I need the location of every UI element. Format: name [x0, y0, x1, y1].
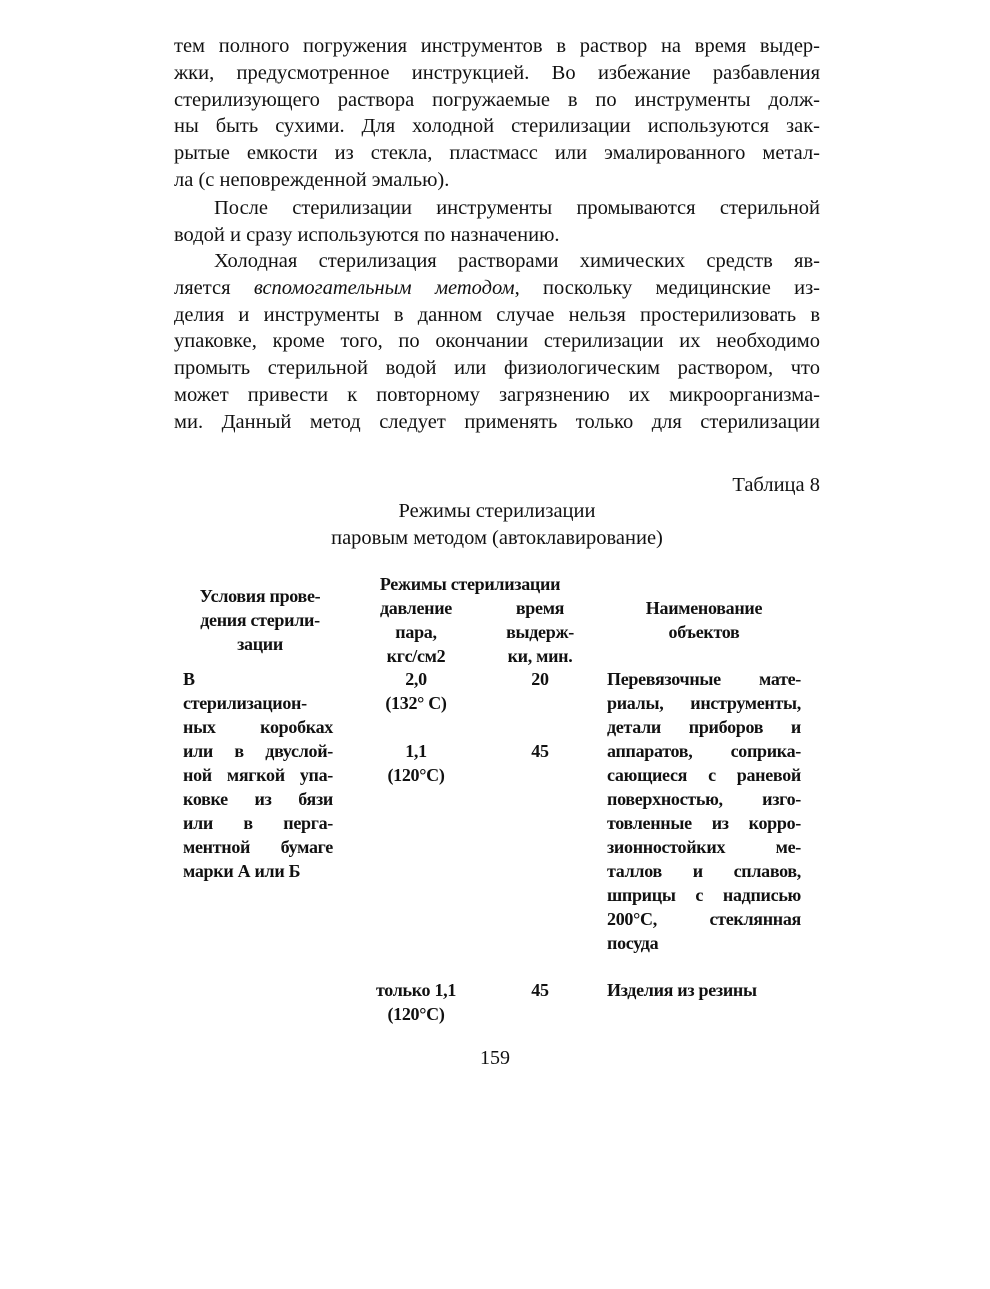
- cell-line: посуда: [607, 933, 659, 953]
- pressure-cell-2: [365, 739, 467, 787]
- cell-line: детали приборов и: [607, 717, 801, 737]
- header-text: Наименование: [645, 598, 763, 618]
- cell-line: марки А или Б: [183, 861, 301, 881]
- cell-line: (120°С): [387, 765, 445, 785]
- header-text: объектов: [668, 622, 740, 642]
- header-text: выдерж-: [506, 622, 574, 642]
- cell-line: шприцы с надписью: [607, 885, 801, 905]
- cell-line: зионностойких ме-: [607, 837, 801, 857]
- cell-line: ковке из бязи: [183, 789, 333, 809]
- cell-line: или в двуслой-: [183, 741, 333, 761]
- text-fragment: , поскольку медицинские из-: [514, 276, 820, 299]
- pressure-cell-3: [362, 978, 470, 1026]
- text-line: ми. Данный метод следует применять только для стерилизации: [174, 410, 820, 433]
- header-text: ки, мин.: [507, 646, 573, 666]
- text-line: тем полного погружения инструментов в раствор на время выдер-: [174, 35, 820, 57]
- cell-line: таллов и сплавов,: [607, 861, 801, 881]
- text-line: ны быть сухими. Для холодной стерилизации используются зак-: [174, 115, 820, 138]
- text-fragment: ляется: [174, 276, 254, 299]
- paragraph-3: [174, 248, 820, 436]
- header-modes: Режимы стерилизации: [379, 574, 561, 594]
- pressure-cell-1: [365, 667, 467, 715]
- text-line: Холодная стерилизация растворами химических средств яв-: [214, 250, 820, 272]
- cell-line: ной мягкой упа-: [183, 765, 333, 785]
- text-line: стерилизующего раствора погружаемые в по инструменты долж-: [174, 88, 820, 111]
- cell-line: стерилизацион-: [183, 693, 307, 713]
- cell-line: 2,0: [405, 669, 427, 689]
- header-names: [608, 596, 800, 644]
- header-text: время: [515, 598, 565, 618]
- cell-line: товленные из корро-: [607, 813, 801, 833]
- header-text: пара,: [395, 622, 437, 642]
- time-cell-1: 20: [531, 669, 549, 689]
- text-line: [174, 275, 820, 302]
- objects-cell-1: [607, 667, 801, 955]
- cell-line: (132° С): [385, 693, 447, 713]
- text-line: делия и инструменты в данном случае нельзя простерилизовать в: [174, 303, 820, 326]
- text-line: промыть стерильной водой или физиологическим раствором, что: [174, 357, 820, 380]
- text-line: ла (с неповрежденной эмалью).: [174, 168, 450, 191]
- text-line: жки, предусмотренное инструкцией. Во избежание разбавления: [174, 61, 820, 84]
- time-cell-2: 45: [531, 741, 549, 761]
- text-line: водой и сразу используются по назначению.: [174, 223, 560, 246]
- header-text: Условия прове-: [199, 586, 321, 606]
- time-cell-3: 45: [531, 980, 549, 1000]
- text-line: После стерилизации инструменты промываются стерильной: [214, 197, 820, 219]
- header-pressure: [365, 596, 467, 668]
- cell-line: 1,1: [405, 741, 427, 761]
- header-conditions: [183, 584, 337, 656]
- paragraph-2: [174, 195, 820, 249]
- cell-line: аппаратов, соприка-: [607, 741, 801, 761]
- paragraph-1: [174, 33, 820, 194]
- table-title-line-1: Режимы стерилизации: [398, 500, 596, 522]
- header-text: давление: [379, 598, 452, 618]
- cell-line: ных коробках: [183, 717, 333, 737]
- cell-line: (120°С): [387, 1004, 445, 1024]
- header-text: дения стерили-: [200, 610, 320, 630]
- cell-line: поверхностью, изго-: [607, 789, 801, 809]
- objects-cell-2: Изделия из резины: [607, 980, 757, 1000]
- text-line: рытые емкости из стекла, пластмасс или эмалированного метал-: [174, 142, 820, 165]
- italic-term: вспомогательным методом: [253, 276, 515, 299]
- header-text: зации: [237, 634, 283, 654]
- table-title-line-2: паровым методом (автоклавирование): [331, 527, 663, 549]
- cell-line: или в перга-: [183, 813, 333, 833]
- table-label: Таблица 8: [732, 474, 820, 496]
- page-number: 159: [480, 1047, 510, 1069]
- text-line: может привести к повторному загрязнению их микроорганизма-: [174, 383, 820, 406]
- cell-line: В: [183, 669, 195, 689]
- cell-line: риалы, инструменты,: [607, 693, 801, 713]
- cell-line: ментной бумаге: [183, 837, 333, 857]
- cell-line: сающиеся с раневой: [607, 765, 801, 785]
- header-text: кгс/см2: [386, 646, 446, 666]
- cell-line: только 1,1: [375, 980, 457, 1000]
- header-time: [490, 596, 590, 668]
- text-line: упаковке, кроме того, по окончании стерилизации их необходимо: [174, 330, 820, 353]
- conditions-cell: [183, 667, 333, 883]
- cell-line: 200°С, стеклянная: [607, 909, 801, 929]
- cell-line: Перевязочные мате-: [607, 669, 801, 689]
